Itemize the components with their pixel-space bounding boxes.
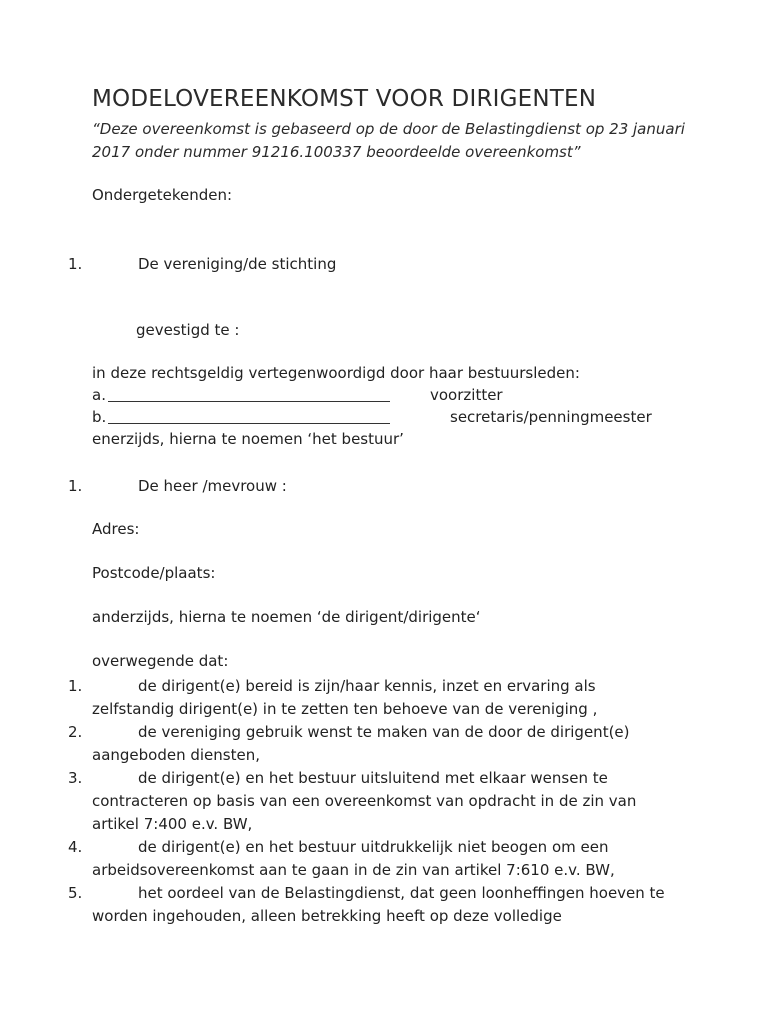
consideration-text: de dirigent(e) bereid is zijn/haar kennis, inzet en ervaring als zelfstandig dirigent(e) in te zetten ten behoeve van de vereniging ,: [92, 677, 598, 718]
party2-number: 1.: [68, 477, 83, 495]
line-a-role: voorzitter: [430, 386, 503, 404]
line-b-role: secretaris/penningmeester: [450, 408, 652, 426]
consideration-text: de dirigent(e) en het bestuur uitdrukkelijk niet beogen om een arbeidsovereenkomst aan te gaan in de zin van artikel 7:610 e.v. BW,: [92, 838, 615, 879]
party2-address: Adres:: [92, 520, 140, 538]
line-a-prefix: a.: [92, 386, 106, 404]
consideration-text: de dirigent(e) en het bestuur uitsluitend met elkaar wensen te contracteren op basis van een overeenkomst van opdracht in de zin van artikel 7:400 e.v. BW,: [92, 769, 637, 833]
consideration-number: 3.: [68, 769, 83, 787]
consideration-number: 2.: [68, 723, 83, 741]
consideration-number: 1.: [68, 677, 83, 695]
party1-located: gevestigd te :: [136, 321, 240, 339]
consideration-text: de vereniging gebruik wenst te maken van de door de dirigent(e) aangeboden diensten,: [92, 723, 630, 764]
signatories-label: Ondergetekenden:: [92, 186, 233, 204]
consideration-number: 5.: [68, 884, 83, 902]
line-b-blank: [108, 423, 390, 424]
document-title: MODELOVEREENKOMST VOOR DIRIGENTEN: [92, 86, 597, 112]
party2-closing: anderzijds, hierna te noemen ‘de dirigent/dirigente‘: [92, 608, 481, 626]
party1-closing: enerzijds, hierna te noemen ‘het bestuur’: [92, 430, 404, 448]
party1-number: 1.: [68, 255, 83, 273]
considering-label: overwegende dat:: [92, 652, 229, 670]
party2-label: De heer /mevrouw :: [138, 477, 287, 495]
party1-represented: in deze rechtsgeldig vertegenwoordigd door haar bestuursleden:: [92, 364, 580, 382]
document-subtitle: “Deze overeenkomst is gebaseerd op de door de Belastingdienst op 23 januari 2017 onder nummer 91216.100337 beoordeelde overeenkomst”: [92, 120, 685, 161]
line-b-prefix: b.: [92, 408, 107, 426]
line-a-blank: [108, 401, 390, 402]
party1-label: De vereniging/de stichting: [138, 255, 337, 273]
consideration-text: het oordeel van de Belastingdienst, dat geen loonheffingen hoeven te worden ingehouden, alleen betrekking heeft op deze volledige: [92, 884, 665, 925]
party2-postcode: Postcode/plaats:: [92, 564, 216, 582]
consideration-number: 4.: [68, 838, 83, 856]
